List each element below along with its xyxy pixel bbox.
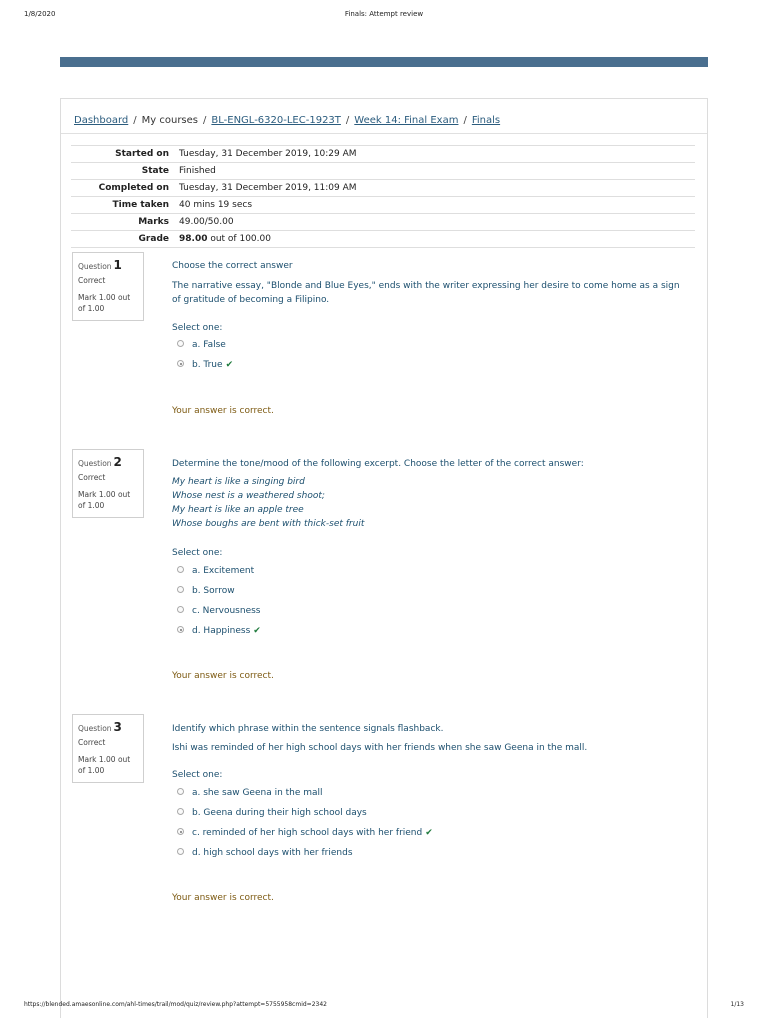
select-one-label: Select one:: [172, 770, 223, 780]
breadcrumb-my-courses: My courses: [141, 115, 199, 126]
summary-value: 49.00/50.00: [179, 217, 234, 227]
question-number: Question 1: [78, 258, 122, 272]
question-text-2: [172, 457, 687, 531]
breadcrumb-quiz[interactable]: Finals: [471, 115, 501, 126]
select-one-label: Select one:: [172, 548, 223, 558]
summary-row: [71, 180, 695, 197]
question-grade: Mark 1.00 out of 1.00: [78, 490, 131, 510]
answer-option[interactable]: b. Sorrow: [177, 586, 235, 596]
answer-option-selected[interactable]: c. reminded of her high school days with her friend ✔: [177, 828, 433, 838]
answer-option[interactable]: a. Excitement: [177, 566, 254, 576]
breadcrumb-separator: /: [133, 115, 137, 126]
radio-icon[interactable]: [177, 566, 184, 573]
grade-value: [175, 231, 695, 248]
radio-icon[interactable]: [177, 828, 184, 835]
breadcrumb-divider: [61, 133, 707, 134]
check-icon: ✔: [253, 626, 261, 636]
summary-label: Marks: [138, 217, 169, 227]
answer-option[interactable]: c. Nervousness: [177, 606, 260, 616]
summary-value: Tuesday, 31 December 2019, 11:09 AM: [179, 183, 357, 193]
answer-option[interactable]: a. she saw Geena in the mall: [177, 788, 323, 798]
summary-row-grade: [71, 231, 695, 248]
grade-label: Grade: [138, 234, 169, 244]
page-number: 1/13: [730, 1001, 744, 1008]
breadcrumb-separator: /: [345, 115, 350, 126]
question-statement: Ishi was reminded of her high school days with her friends when she saw Geena in the mall.: [172, 743, 588, 753]
answer-option[interactable]: d. high school days with her friends: [177, 848, 353, 858]
radio-icon[interactable]: [177, 586, 184, 593]
check-icon: ✔: [425, 828, 433, 838]
grade-suffix: out of 100.00: [207, 234, 271, 244]
grade-score: 98.00: [179, 234, 208, 244]
summary-value: 40 mins 19 secs: [179, 200, 253, 210]
breadcrumb: [74, 115, 500, 126]
answer-feedback: Your answer is correct.: [172, 406, 274, 416]
question-info-1: [72, 252, 144, 321]
radio-icon[interactable]: [177, 808, 184, 815]
question-prompt: Choose the correct answer: [172, 261, 293, 271]
question-number: Question 3: [78, 720, 122, 734]
radio-icon[interactable]: [177, 788, 184, 795]
question-info-2: [72, 449, 144, 518]
summary-row: [71, 163, 695, 180]
question-text-1: [172, 259, 687, 307]
print-title: Finals: Attempt review: [344, 10, 424, 18]
summary-value: Finished: [179, 166, 216, 176]
answer-option[interactable]: a. False: [177, 340, 226, 350]
attempt-summary-table: [71, 145, 695, 248]
question-state: Correct: [78, 473, 106, 482]
poem-line: My heart is like an apple tree: [172, 505, 304, 515]
poem-line: My heart is like a singing bird: [172, 477, 305, 487]
summary-label: Completed on: [98, 183, 169, 193]
question-prompt: Identify which phrase within the sentence signals flashback.: [172, 724, 444, 734]
radio-icon[interactable]: [177, 340, 184, 347]
breadcrumb-separator: /: [203, 115, 207, 126]
check-icon: ✔: [225, 360, 234, 370]
poem-line: Whose boughs are bent with thick-set fruit: [172, 519, 365, 529]
print-url: https://blended.amaesonline.com/ahl-times/trail/mod/quiz/review.php?attempt=5755958cmid=2342: [24, 1001, 327, 1008]
question-number: Question 2: [78, 455, 122, 469]
summary-label: State: [141, 166, 169, 176]
question-grade: Mark 1.00 out of 1.00: [78, 293, 131, 313]
radio-icon[interactable]: [177, 360, 184, 367]
summary-value: Tuesday, 31 December 2019, 10:29 AM: [179, 149, 357, 159]
summary-row: [71, 214, 695, 231]
summary-label: Time taken: [112, 200, 169, 210]
breadcrumb-course[interactable]: BL-ENGL-6320-LEC-1923T: [211, 115, 341, 126]
question-info-3: [72, 714, 144, 783]
question-state: Correct: [78, 738, 106, 747]
question-grade: Mark 1.00 out of 1.00: [78, 755, 131, 775]
question-statement: The narrative essay, "Blonde and Blue Eyes," ends with the writer expressing her desire to come home as a sign of gratitude of becoming a Filipino.: [172, 281, 680, 305]
answer-option[interactable]: b. Geena during their high school days: [177, 808, 367, 818]
question-text-3: [172, 722, 687, 755]
answer-feedback: Your answer is correct.: [172, 893, 274, 903]
answer-option-selected[interactable]: b. True ✔: [177, 360, 233, 370]
question-prompt: Determine the tone/mood of the following excerpt. Choose the letter of the correct answer:: [172, 459, 584, 469]
breadcrumb-dashboard[interactable]: Dashboard: [74, 115, 129, 126]
question-state: Correct: [78, 276, 106, 285]
attempt-review-card: [60, 98, 708, 1018]
answer-option-selected[interactable]: d. Happiness ✔: [177, 626, 261, 636]
radio-icon[interactable]: [177, 848, 184, 855]
radio-icon[interactable]: [177, 626, 184, 633]
breadcrumb-separator: /: [463, 115, 467, 126]
summary-label: Started on: [115, 149, 169, 159]
summary-row: [71, 146, 695, 163]
summary-row: [71, 197, 695, 214]
site-header-bar: [60, 57, 708, 67]
print-date: 1/8/2020: [24, 10, 56, 18]
breadcrumb-section[interactable]: Week 14: Final Exam: [354, 115, 459, 126]
poem-line: Whose nest is a weathered shoot;: [172, 491, 325, 501]
select-one-label: Select one:: [172, 323, 223, 333]
radio-icon[interactable]: [177, 606, 184, 613]
answer-feedback: Your answer is correct.: [172, 671, 274, 681]
